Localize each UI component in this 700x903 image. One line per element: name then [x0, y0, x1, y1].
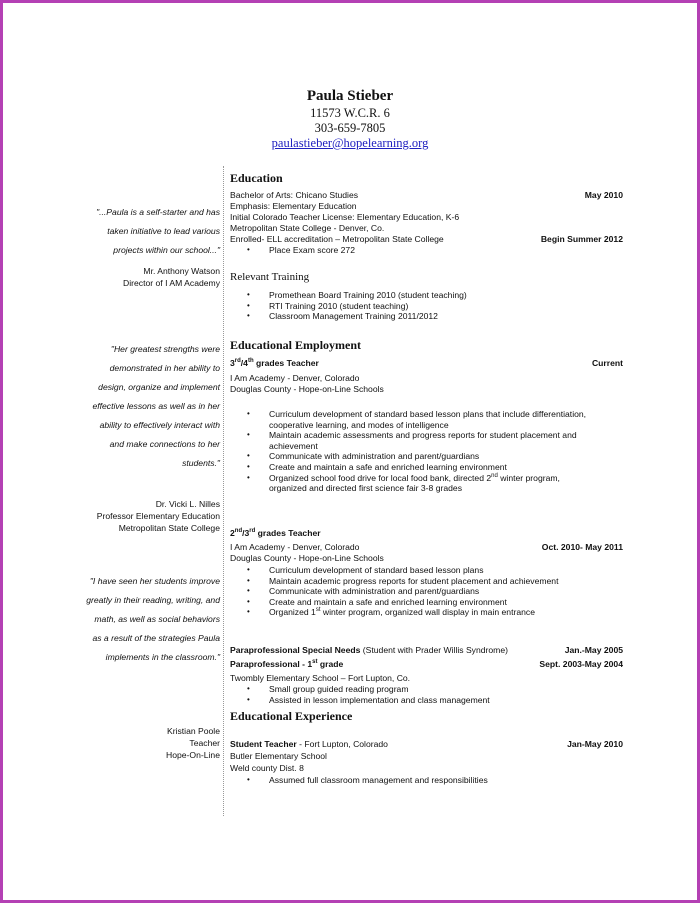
list-item: • Create and maintain a safe and enriched learning environment	[247, 462, 586, 473]
student-teacher-school: Butler Elementary School	[230, 751, 327, 761]
degree-line: Bachelor of Arts: Chicano Studies	[230, 190, 359, 200]
training-bullets	[247, 290, 467, 322]
column-divider	[223, 166, 225, 816]
quote-poole: "I have seen her students improve greatly in their reading, writing, and math, as well as social behaviors as a result of the strategies Paula implements in the classroom."	[86, 576, 220, 662]
email-link[interactable]: paulastieber@hopelearning.org	[271, 136, 429, 150]
list-item: • Small group guided reading program	[247, 684, 490, 695]
phone: 303-659-7805	[314, 121, 386, 135]
para-bullets	[247, 684, 490, 705]
student-teacher-title: Student Teacher - Fort Lupton, Colorado	[230, 739, 388, 749]
list-item: • Communicate with administration and parent/guardians	[247, 586, 558, 597]
college-line: Metropolitan State College - Denver, Co.	[230, 223, 385, 233]
address: 11573 W.C.R. 6	[310, 106, 390, 120]
para-school: Twombly Elementary School – Fort Lupton, Co.	[230, 673, 411, 683]
para2-title: Paraprofessional - 1st grade	[230, 659, 344, 669]
job1-date: Current	[591, 358, 623, 368]
list-item: • Maintain academic progress reports for student placement and achievement	[247, 576, 558, 587]
para2-date: Sept. 2003-May 2004	[539, 659, 623, 669]
para1-date: Jan.-May 2005	[564, 645, 623, 655]
job1-district: Douglas County - Hope-on-Line Schools	[230, 384, 384, 394]
emphasis-line: Emphasis: Elementary Education	[230, 201, 357, 211]
experience-bullets	[247, 775, 488, 786]
list-item: • Organized school food drive for local food bank, directed 2nd winter program, organized and directed first science fair 3-8 grades	[247, 473, 586, 494]
resume-header	[3, 87, 697, 151]
list-item: • Create and maintain a safe and enriched learning environment	[247, 597, 558, 608]
list-item: • Curriculum development of standard based lesson plans that include differentiation, cooperative learning, and modes of intelligence	[247, 409, 586, 430]
attribution-watson: Mr. Anthony Watson Director of I AM Academy	[123, 266, 220, 288]
license-line: Initial Colorado Teacher License: Elementary Education, K-6	[230, 212, 460, 222]
education-bullets	[247, 245, 355, 256]
list-item: • Assisted in lesson implementation and class management	[247, 695, 490, 706]
quote-watson: "...Paula is a self-starter and has taken initiative to lead various projects within our school..."	[96, 207, 220, 255]
para1-title: Paraprofessional Special Needs (Student with Prader Willis Syndrome)	[230, 645, 508, 655]
section-title-training: Relevant Training	[230, 271, 310, 283]
section-title-education: Education	[230, 171, 283, 185]
list-item: • Organized 1st winter program, organized wall display in main entrance	[247, 607, 558, 618]
list-item: • Communicate with administration and parent/guardians	[247, 451, 586, 462]
job2-bullets	[247, 565, 558, 618]
attribution-poole: Kristian Poole Teacher Hope-On-Line	[166, 726, 220, 760]
candidate-name: Paula Stieber	[306, 88, 394, 104]
list-item: • RTI Training 2010 (student teaching)	[247, 301, 467, 312]
list-item: • Classroom Management Training 2011/2012	[247, 311, 467, 322]
job2-title: 2nd/3rd grades Teacher	[230, 528, 321, 538]
student-teacher-district: Weld county Dist. 8	[230, 763, 304, 773]
list-item: • Maintain academic assessments and progress reports for student placement and achievement	[247, 430, 586, 451]
quote-nilles: "Her greatest strengths were demonstrated in her ability to design, organize and implement effective lessons as well as in her ability to effectively interact with and make connections to her students."	[92, 344, 220, 468]
list-item: • Assumed full classroom management and responsibilities	[247, 775, 488, 786]
degree-date: May 2010	[584, 190, 623, 200]
ell-date: Begin Summer 2012	[540, 234, 623, 244]
job2-school: I Am Academy - Denver, Colorado	[230, 542, 360, 552]
student-teacher-date: Jan-May 2010	[567, 739, 623, 749]
attribution-nilles: Dr. Vicki L. Nilles Professor Elementary Education Metropolitan State College	[96, 499, 220, 533]
resume-page	[3, 3, 697, 900]
job2-date: Oct. 2010- May 2011	[541, 542, 623, 552]
list-item: • Curriculum development of standard based lesson plans	[247, 565, 558, 576]
list-item: • Place Exam score 272	[247, 245, 355, 256]
section-title-experience: Educational Experience	[230, 709, 353, 723]
job2-district: Douglas County - Hope-on-Line Schools	[230, 553, 384, 563]
ell-line: Enrolled- ELL accreditation – Metropolitan State College	[230, 234, 444, 244]
section-title-employment: Educational Employment	[230, 338, 362, 352]
list-item: • Promethean Board Training 2010 (student teaching)	[247, 290, 467, 301]
job1-school: I Am Academy - Denver, Colorado	[230, 373, 360, 383]
job1-bullets	[247, 409, 586, 494]
job1-title: 3rd/4th grades Teacher	[230, 358, 319, 368]
